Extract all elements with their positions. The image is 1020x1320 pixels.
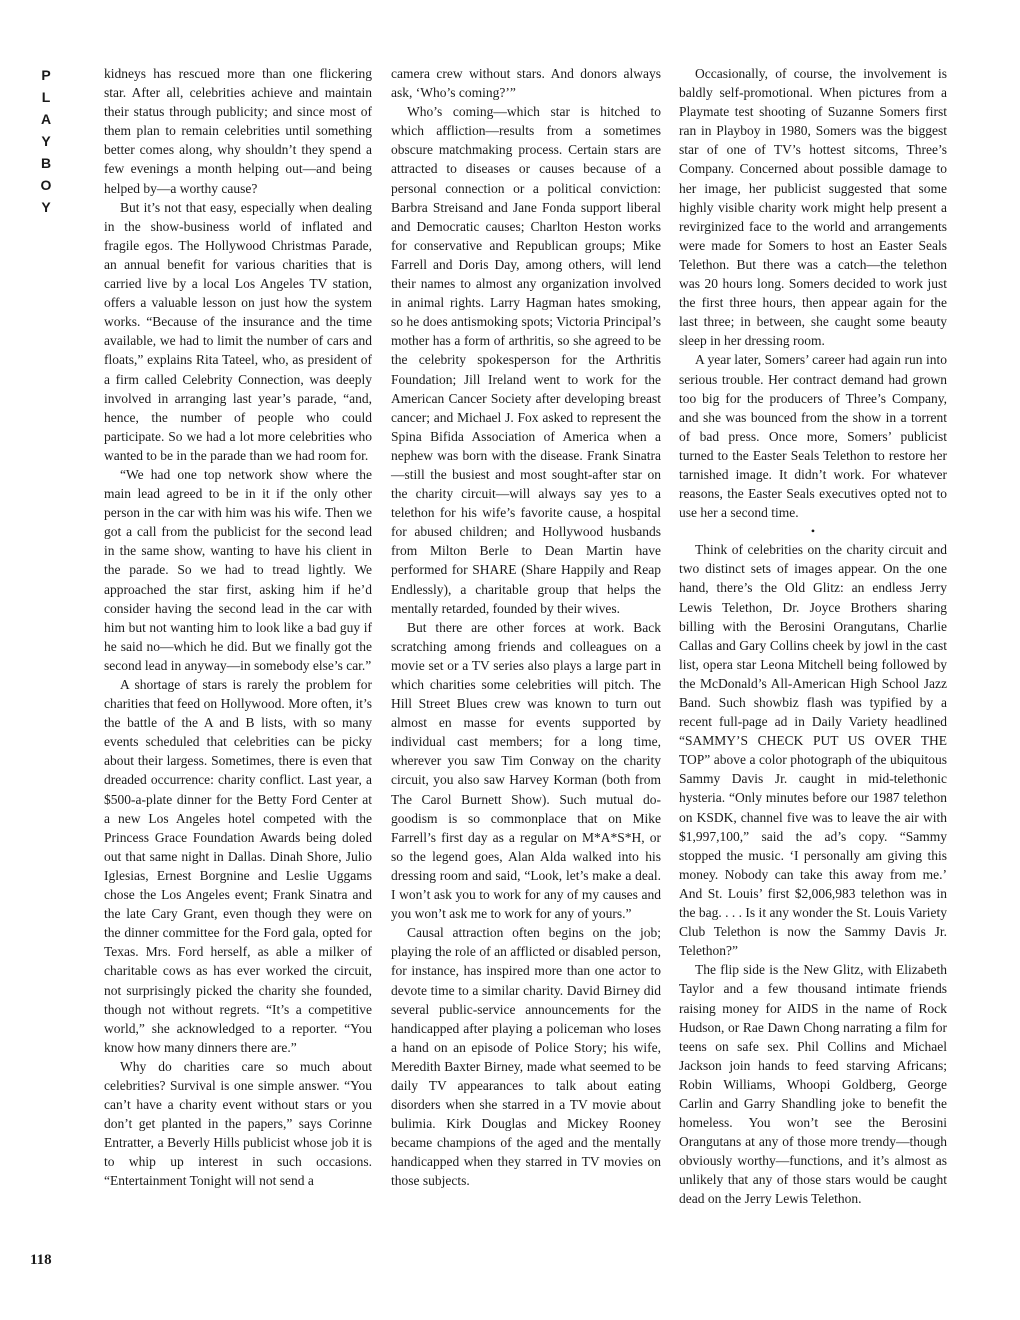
paragraph: Why do charities care so much about celebrities? Survival is one simple answer. “You can’t have a charity event without stars or you don’t get planted in the papers,” says Corinne Entratter, a Beverly Hills publicist whose job it is to whip up interest in such occasions. “Entertainment Tonight will not send a xyxy=(104,1058,372,1189)
page-number: 118 xyxy=(30,1252,52,1268)
paragraph: Occasionally, of course, the involvement is baldly self-promotional. When pictures from a Playmate test shooting of Suzanne Somers first ran in Playboy in 1980, Somers was the biggest star of one of TV’s hottest sitcoms, Three’s Company. Concerned about possible damage to her image, her publicist suggested that some highly visible charity work might help present a revirginized face to the world and arrangements were made for Somers to host an Easter Seals Telethon. But there was a catch—the telethon was 20 hours long. Somers decided to work just the first three hours, then appear again for the last three; in between, she caught some beauty sleep in her dressing room. xyxy=(679,66,947,349)
running-head-letter: O xyxy=(40,177,52,193)
section-break-bullet: • xyxy=(810,524,816,539)
paragraph: But it’s not that easy, especially when dealing in the show-business world of inflated and fragile egos. The Hollywood Christmas Parade, an annual benefit for various charities that is carried live by a local Los Angeles TV station, offers a valuable lesson on just how the system works. “Because of the insurance and the time available, we had to limit the number of cars and floats,” explains Rita Tateel, who, as president of a firm called Celebrity Connection, was deeply involved in arranging last year’s parade, “and, hence, the number of people who could participate. So we had a lot more celebrities who wanted to be in the parade than we had room for. xyxy=(104,199,372,463)
running-head-letter: Y xyxy=(41,133,51,149)
paragraph: A year later, Somers’ career had again run into serious trouble. Her contract demand had grown too big for the producers of Three’s Company, and she was bounced from the show in a torrent of bad press. Once more, Somers’ publicist turned to the Easter Seals Telethon to restore her tarnished image. It didn’t work. For whatever reasons, the Easter Seals executives opted not to use her a second time. xyxy=(679,352,947,521)
paragraph: Think of celebrities on the charity circuit and two distinct sets of images appear. On the one hand, there’s the Old Glitz: an endless Jerry Lewis Telethon, Dr. Joyce Brothers sharing billing with the Berosini Orangutans, Charlie Callas and Gary Collins cheek by jowl in the cast list, opera star Leona Mitchell being followed by the McDonald’s All-American High School Jazz Band. Such showbiz flash was typified by a recent full-page ad in Daily Variety headlined “SAMMY’S CHECK PUT US OVER THE TOP” above a color photograph of the ubiquitous Sammy Davis Jr. caught in mid-telethonic hysteria. “Only minutes before our 1987 telethon on KSDK, channel five was to leave the air with $1,997,100,” said the ad’s copy. “Sammy stopped the music. ‘I personally am giving this money. Nobody can take this away from me.’ And St. Louis’ first $2,006,983 telethon was in the bag. . . . Is it any wonder the St. Louis Variety Club Telethon is now the Sammy Davis Jr. Telethon?” xyxy=(679,542,947,959)
running-head-letter: P xyxy=(41,67,51,83)
paragraph: kidneys has rescued more than one flickering star. After all, celebrities achieve and maintain their status through publicity; and since most of them plan to remain celebrities until something better comes along, why shouldn’t they spend a few evenings a month helping out—and being helped by—a worthy cause? xyxy=(104,66,372,196)
running-head-letter: L xyxy=(41,89,51,105)
column-2 xyxy=(391,64,661,1191)
running-head-letter: A xyxy=(40,111,52,127)
paragraph: camera crew without stars. And donors always ask, ‘Who’s coming?’” xyxy=(391,66,661,101)
running-head xyxy=(32,64,60,218)
paragraph: But there are other forces at work. Back scratching among friends and colleagues on a movie set or a TV series also plays a large part in which charities some celebrities will pitch. The Hill Street Blues crew was known to turn out almost en masse for events supported by individual cast members; for a long time, wherever you saw Tim Conway on the charity circuit, you also saw Harvey Korman (both from The Carol Burnett Show). Such mutual do-goodism is so commonplace that on Mike Farrell’s first day as a regular on M*A*S*H, or so the legend goes, Alan Alda walked into his dressing room and said, “Look, let’s make a deal. I won’t ask you to work for any of my causes and you won’t ask me to work for any of yours.” xyxy=(391,619,661,922)
column-1 xyxy=(104,64,372,1191)
running-head-letter: Y xyxy=(41,199,51,215)
running-head-letter: B xyxy=(40,155,52,171)
column-3 xyxy=(679,64,947,1209)
paragraph: Who’s coming—which star is hitched to which affliction—results from a sometimes obscure matchmaking process. Certain stars are attracted to diseases or causes because of a personal connection or a political conviction: Barbra Streisand and Jane Fonda support liberal and Democratic causes; Charlton Heston works for conservative and Republican groups; Mike Farrell and Doris Day, among others, will lend their names to almost any organization involved in animal rights. Larry Hagman hates smoking, so he does antismoking spots; Victoria Principal’s mother has a form of arthritis, so she agreed to be the celebrity spokesperson for the Arthritis Foundation; Jill Ireland went to work for the American Cancer Society after developing breast cancer; and Michael J. Fox asked to represent the Spina Bifida Association of America when a nephew was born with the disease. Frank Sinatra—still the busiest and most sought-after star on the charity circuit—will always say yes to a telethon for his wife’s favorite cause, a hospital for abused children; and Hollywood husbands from Milton Berle to Dean Martin have performed for SHARE (Share Happily and Reap Endlessly), a charitable group that helps the mentally retarded, founded by their wives. xyxy=(391,104,661,616)
paragraph: The flip side is the New Glitz, with Elizabeth Taylor and a few thousand intimate friends raising money for AIDS in the name of Rock Hudson, or Rae Dawn Chong narrating a film for teens on safe sex. Phil Collins and Michael Jackson join hands to feed starving Africans; Robin Williams, Whoopi Goldberg, George Carlin and Garry Shandling joke to benefit the homeless. You won’t see the Berosini Orangutans at any of those more trendy—though obviously worthy—functions, and it’s almost as unlikely that any of those stars would be caught dead on the Jerry Lewis Telethon. xyxy=(679,962,947,1207)
paragraph: “We had one top network show where the main lead agreed to be in it if the only other person in the car with him was his wife. Then we got a call from the publicist for the second lead in the same show, wanting to have his client in the parade. So we had to tread lightly. We approached the star first, asking him if he’d consider having the second lead in the car with him but not wanting him to look like a bad guy if he said no—which he did. But we finally got the second lead in anyway—in somebody else’s car.” xyxy=(104,466,372,673)
paragraph: A shortage of stars is rarely the problem for charities that feed on Hollywood. More often, it’s the battle of the A and B lists, with so many events scheduled that celebrities can be picky about their largess. Sometimes, there is even that dreaded occurrence: charity conflict. Last year, a $500-a-plate dinner for the Betty Ford Center at a new Los Angeles hotel competed with the Princess Grace Foundation Awards being doled out that same night in Dallas. Dinah Shore, Julio Iglesias, Ernest Borgnine and Leslie Uggams chose the Los Angeles event; Frank Sinatra and the late Cary Grant, even though they were on the dinner committee for the Ford gala, opted for Texas. Mrs. Ford herself, as able a milker of charitable cows as has ever worked the circuit, not surprisingly picked the charity she founded, though not without regrets. “It’s a competitive world,” she acknowledged to a reporter. “You know how many dinners there are.” xyxy=(104,677,372,1055)
paragraph: Causal attraction often begins on the job; playing the role of an afflicted or disabled person, for instance, has inspired more than one actor to devote time to a similar charity. David Birney did several public-service announcements for the handicapped after playing a policeman who loses a hand on an episode of Police Story; his wife, Meredith Baxter Birney, made what seemed to be daily TV appearances to talk about eating disorders when she starred in a TV movie about bulimia. Kirk Douglas and Mickey Rooney became champions of the aged and the mentally handicapped when they starred in TV movies on those subjects. xyxy=(391,925,661,1189)
